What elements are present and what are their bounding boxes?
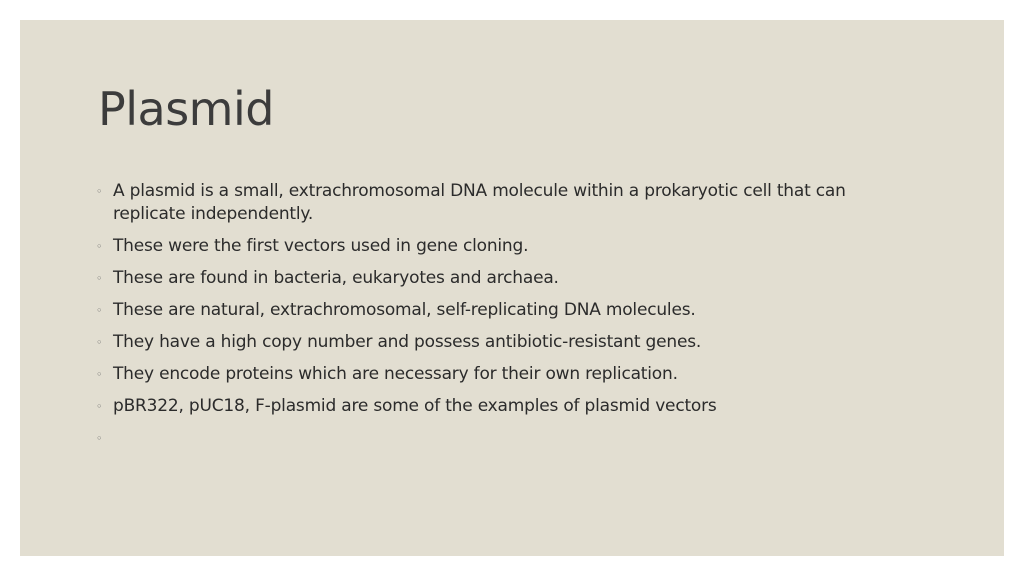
bullet-text: They have a high copy number and possess antibiotic-resistant genes.: [113, 332, 702, 352]
bullet-circle-icon: ◦: [96, 272, 103, 285]
bullet-text: pBR322, pUC18, F-plasmid are some of the examples of plasmid vectors: [113, 396, 717, 416]
bullet-text: These are natural, extrachromosomal, self-replicating DNA molecules.: [113, 300, 696, 320]
bullet-item: [96, 331, 916, 354]
slide: [20, 20, 1004, 556]
bullet-circle-icon: ◦: [96, 368, 103, 381]
bullet-text: They encode proteins which are necessary for their own replication.: [113, 364, 678, 384]
bullet-circle-icon: ◦: [96, 336, 103, 349]
slide-title: Plasmid: [98, 82, 274, 136]
bullet-list: [96, 180, 916, 445]
bullet-circle-icon: ◦: [96, 400, 103, 413]
bullet-item: [96, 299, 916, 322]
bullet-item: [96, 363, 916, 386]
bullet-item: [96, 180, 916, 226]
bullet-circle-icon: ◦: [96, 185, 103, 198]
bullet-circle-icon: ◦: [96, 432, 103, 445]
bullet-item: [96, 235, 916, 258]
bullet-circle-icon: ◦: [96, 240, 103, 253]
bullet-item: [96, 395, 916, 418]
bullet-text: These were the first vectors used in gene cloning.: [113, 236, 529, 256]
bullet-text: These are found in bacteria, eukaryotes and archaea.: [113, 268, 559, 288]
bullet-text: A plasmid is a small, extrachromosomal DNA molecule within a prokaryotic cell that can replicate independently.: [113, 181, 846, 224]
bullet-circle-icon: ◦: [96, 304, 103, 317]
bullet-item: [96, 267, 916, 290]
